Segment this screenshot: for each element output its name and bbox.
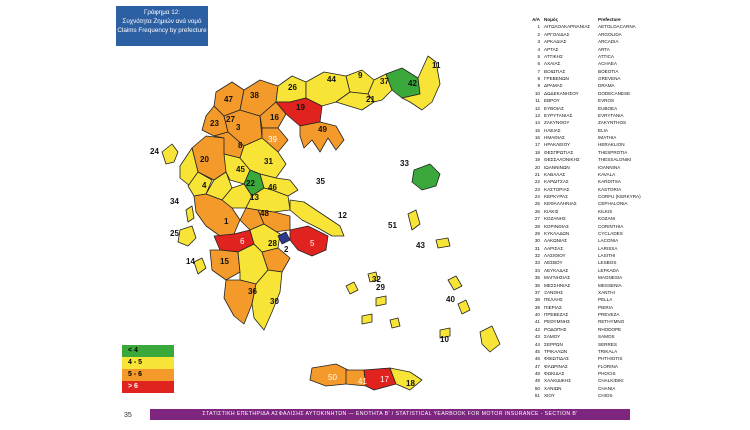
row-greek-name: ΜΕΣΣΗΝΙΑΣ [544, 282, 571, 288]
row-greek-name: ΜΑΓΝΗΣΙΑΣ [544, 275, 571, 281]
map-label: 11 [432, 61, 441, 70]
row-number: 11 [535, 98, 540, 104]
row-greek-name: ΕΒΡΟΥ [544, 98, 560, 104]
table-row [525, 171, 654, 178]
table-row [525, 186, 654, 193]
map-label: 8 [238, 141, 243, 150]
table-row [525, 97, 654, 104]
map-label: 33 [400, 159, 409, 168]
map-label: 26 [288, 83, 297, 92]
map-labels [150, 61, 455, 388]
table-row [525, 149, 654, 156]
header-aa: Α/Α [532, 17, 540, 22]
row-greek-name: ΘΕΣΠΡΩΤΙΑΣ [544, 149, 574, 155]
region-cephalonia [178, 226, 196, 246]
row-number: 31 [534, 245, 540, 251]
map-label: 22 [246, 179, 255, 188]
map-label: 23 [210, 119, 219, 128]
legend-item-lt4: < 4 [122, 345, 174, 357]
row-english-name: EUBOEA [598, 105, 618, 111]
region-samos [436, 238, 450, 248]
row-greek-name: ΛΑΡΙΣΑΣ [544, 245, 564, 251]
row-greek-name: ΦΩΚΙΔΑΣ [544, 371, 565, 376]
row-english-name: TRIKALA [598, 348, 618, 354]
table-row [525, 341, 654, 348]
row-greek-name: ΖΑΚΥΝΘΟΥ [544, 120, 570, 126]
row-number: 32 [534, 253, 540, 258]
table-row [525, 289, 654, 296]
row-greek-name: ΛΑΚΩΝΙΑΣ [544, 238, 568, 244]
row-greek-name: ΠΙΕΡΙΑΣ [544, 304, 562, 310]
row-english-name: ARTA [598, 46, 610, 52]
row-english-name: CEPHALONIA [598, 201, 628, 207]
row-number: 13 [534, 112, 540, 118]
row-greek-name: ΗΛΕΙΑΣ [544, 127, 561, 133]
row-english-name: BOEOTIA [598, 68, 619, 74]
legend-item-4-5: 4 - 5 [122, 357, 174, 369]
row-number: 15 [534, 127, 540, 133]
table-row [525, 193, 654, 200]
row-english-name: EVROS [598, 98, 615, 104]
row-english-name: LACONIA [598, 238, 619, 244]
table-row [525, 60, 654, 67]
row-number: 33 [534, 260, 540, 266]
map-label: 12 [338, 211, 347, 220]
map-label: 34 [170, 197, 179, 206]
row-number: 25 [534, 201, 540, 207]
row-number: 23 [534, 186, 540, 192]
table-row [525, 134, 654, 141]
map-label: 4 [202, 181, 207, 190]
row-english-name: MESSENIA [598, 282, 622, 288]
map-label: 39 [268, 135, 277, 144]
region-corfu [162, 144, 178, 164]
map-label: 9 [358, 71, 363, 80]
row-english-name: MAGNESIA [598, 275, 623, 281]
map-label: 50 [328, 373, 337, 382]
map-label: 30 [270, 297, 279, 306]
table-row [525, 392, 654, 399]
region-zakynthos [194, 258, 206, 274]
row-english-name: CYCLADES [598, 230, 623, 236]
row-number: 27 [534, 216, 540, 222]
row-greek-name: ΦΛΩΡΙΝΑΣ [544, 363, 568, 369]
row-english-name: EVRYTANIA [598, 112, 624, 118]
row-number: 44 [534, 341, 540, 347]
row-english-name: CHIOS [598, 393, 613, 399]
row-number: 18 [534, 149, 540, 155]
table-row [525, 245, 654, 252]
map-label: 46 [268, 183, 277, 192]
row-english-name: PELLA [598, 297, 613, 303]
row-number: 29 [534, 230, 540, 236]
table-row [525, 348, 654, 355]
row-greek-name: ΘΕΣΣΑΛΟΝΙΚΗΣ [544, 157, 580, 163]
map-label: 14 [186, 257, 195, 266]
chart-title-line1: Γράφημα 12: [143, 9, 181, 16]
map-label: 20 [200, 155, 209, 164]
table-row [525, 282, 654, 289]
row-number: 5 [537, 53, 540, 59]
row-number: 19 [534, 157, 540, 163]
row-greek-name: ΗΜΑΘΙΑΣ [544, 135, 565, 140]
row-greek-name: ΚΑΣΤΟΡΙΑΣ [544, 186, 570, 192]
row-english-name: CHALKIDIKI [598, 378, 624, 384]
map-label: 43 [416, 241, 425, 250]
table-row [525, 304, 654, 311]
table-row [525, 156, 654, 163]
row-number: 30 [534, 238, 540, 244]
table-body [525, 23, 654, 399]
header-prefecture: Prefecture [598, 17, 621, 22]
row-english-name: THESSALONIKI [598, 157, 632, 163]
row-greek-name: ΛΕΣΒΟΥ [544, 260, 563, 266]
table-row [525, 377, 654, 384]
row-number: 35 [534, 275, 540, 281]
table-row [525, 31, 654, 38]
table-row [525, 267, 654, 274]
map-label: 10 [440, 335, 449, 344]
row-english-name: SERRES [598, 341, 617, 347]
map-label: 35 [316, 177, 325, 186]
region-dodecanese-2 [458, 300, 470, 314]
map-label: 18 [406, 379, 415, 388]
footer-banner: ΣΤΑΤΙΣΤΙΚΗ ΕΠΕΤΗΡΙΔΑ ΑΣΦΑΛΙΣΗΣ ΑΥΤΟΚΙΝΗΤΩΝ — ΕΝΟΤΗΤΑ Β' / STATISTICAL YEARBOOK FOR MOTOR INSURANCE - SECTION B' [150, 409, 630, 420]
row-english-name: KILKIS [598, 208, 613, 214]
page-number: 35 [124, 412, 132, 419]
map-label: 6 [240, 237, 245, 246]
row-greek-name: ΧΑΛΚΙΔΙΚΗΣ [544, 378, 572, 384]
row-greek-name: ΧΙΟΥ [544, 393, 555, 399]
table-row [525, 164, 654, 171]
row-greek-name: ΣΕΡΡΩΝ [544, 341, 563, 347]
table-row [525, 53, 654, 60]
row-greek-name: ΔΡΑΜΑΣ [544, 83, 563, 89]
row-number: 28 [534, 223, 540, 229]
row-number: 6 [537, 61, 540, 67]
row-greek-name: ΑΡΚΑΔΙΑΣ [544, 39, 567, 45]
row-number: 16 [534, 135, 540, 140]
row-greek-name: ΑΙΤΩΛΟΑΚΑΡΝΑΝΙΑΣ [544, 24, 591, 30]
row-english-name: ARCADIA [598, 39, 619, 45]
table-row [525, 355, 654, 362]
row-greek-name: ΚΑΒΑΛΑΣ [544, 171, 566, 177]
table-row [525, 38, 654, 45]
row-greek-name: ΚΟΖΑΝΗΣ [544, 216, 566, 222]
row-number: 3 [537, 39, 540, 45]
row-english-name: DODECANESE [598, 90, 631, 96]
row-greek-name: ΤΡΙΚΑΛΩΝ [544, 348, 568, 354]
table-row [525, 311, 654, 318]
row-english-name: CORFU (KERKYRA) [598, 194, 641, 199]
map-label: 13 [250, 193, 259, 202]
row-greek-name: ΚΙΛΚΙΣ [544, 208, 559, 214]
chart-title-line3: Claims Frequency by prefecture [117, 27, 207, 34]
legend-item-gt6: > 6 [122, 381, 174, 393]
table-row [525, 370, 654, 377]
table-row [525, 200, 654, 207]
row-number: 8 [537, 76, 540, 81]
row-english-name: KOZANI [598, 216, 616, 222]
table-row [525, 82, 654, 89]
row-number: 2 [537, 31, 540, 37]
region-cyclades-3 [376, 296, 386, 306]
table-row [525, 141, 654, 148]
table-row [525, 178, 654, 185]
row-english-name: CHANIA [598, 385, 616, 391]
row-number: 26 [534, 208, 540, 214]
region-dodecanese [448, 276, 462, 290]
row-number: 39 [534, 304, 540, 310]
table-row [525, 237, 654, 244]
map-label: 38 [250, 91, 259, 100]
row-greek-name: ΡΕΘΥΜΝΗΣ [544, 319, 570, 325]
row-number: 45 [534, 348, 540, 354]
greece-prefecture-map [140, 40, 510, 400]
row-english-name: XANTHI [598, 289, 615, 295]
map-label: 1 [224, 217, 229, 226]
row-greek-name: ΚΕΡΚΥΡΑΣ [544, 194, 568, 199]
table-row [525, 46, 654, 53]
row-english-name: KARDITSA [598, 179, 621, 185]
row-number: 48 [534, 371, 540, 376]
map-label: 19 [296, 103, 305, 112]
row-greek-name: ΚΥΚΛΑΔΩΝ [544, 230, 570, 236]
row-english-name: PHTHIOTIS [598, 356, 623, 362]
row-greek-name: ΑΧΑΙΑΣ [544, 61, 561, 67]
table-header [525, 16, 654, 23]
row-greek-name: ΞΑΝΘΗΣ [544, 289, 564, 295]
row-number: 14 [534, 120, 540, 126]
region-cyclades [346, 282, 358, 294]
table-row [525, 363, 654, 370]
chart-title-line2: Συχνότητα Ζημιών ανά νομό [122, 18, 202, 25]
row-number: 7 [537, 68, 540, 74]
row-greek-name: ΑΡΓΟΛΙΔΑΣ [544, 31, 570, 37]
row-number: 43 [534, 334, 540, 340]
map-label: 21 [366, 95, 375, 104]
row-number: 51 [534, 393, 540, 399]
row-number: 42 [534, 326, 540, 332]
row-number: 46 [534, 356, 540, 362]
row-english-name: IMATHIA [598, 135, 617, 140]
legend-item-5-6: 5 - 6 [122, 369, 174, 381]
row-number: 24 [534, 194, 540, 199]
map-label: 41 [358, 377, 367, 386]
table-row [525, 112, 654, 119]
row-english-name: CORINTHIA [598, 223, 624, 229]
row-greek-name: ΑΤΤΙΚΗΣ [544, 53, 563, 59]
prefecture-table [525, 16, 654, 400]
row-number: 40 [534, 312, 540, 317]
row-english-name: LESBOS [598, 260, 617, 266]
map-label: 28 [268, 239, 277, 248]
region-chios [408, 210, 420, 230]
row-english-name: AETOLOACARNA [598, 24, 636, 30]
map-label: 36 [248, 287, 257, 296]
row-greek-name: ΠΡΕΒΕΖΑΣ [544, 312, 569, 317]
map-label: 51 [388, 221, 397, 230]
row-english-name: KASTORIA [598, 186, 622, 192]
row-number: 10 [534, 90, 540, 96]
row-greek-name: ΛΕΥΚΑΔΑΣ [544, 267, 569, 273]
row-greek-name: ΕΥΡΥΤΑΝΙΑΣ [544, 112, 573, 118]
row-greek-name: ΣΑΜΟΥ [544, 334, 561, 340]
region-cyclades-4 [362, 314, 372, 324]
table-row [525, 318, 654, 325]
row-greek-name: ΡΟΔΟΠΗΣ [544, 326, 567, 332]
row-english-name: ATTICA [598, 53, 614, 59]
map-label: 17 [380, 375, 389, 384]
row-english-name: PIERIA [598, 304, 614, 310]
table-row [525, 68, 654, 75]
row-number: 22 [534, 179, 540, 185]
map-label: 49 [318, 125, 327, 134]
row-number: 50 [534, 385, 540, 391]
row-english-name: KAVALA [598, 171, 616, 177]
map-label: 25 [170, 229, 179, 238]
map-label: 42 [408, 79, 417, 88]
region-lesbos [412, 164, 440, 190]
row-english-name: ARGOLIDA [598, 31, 622, 37]
row-greek-name: ΚΕΦΑΛΛΗΝΙΑΣ [544, 201, 577, 207]
row-english-name: RHODOPE [598, 326, 622, 332]
map-label: 27 [226, 115, 235, 124]
region-lefkada [186, 206, 194, 222]
map-label: 44 [327, 75, 336, 84]
row-number: 12 [534, 105, 540, 111]
table-row [525, 230, 654, 237]
row-number: 37 [534, 289, 540, 295]
row-greek-name: ΙΩΑΝΝΙΝΩΝ [544, 164, 570, 170]
row-english-name: PHOCIS [598, 371, 616, 376]
row-greek-name: ΧΑΝΙΩΝ [544, 385, 562, 391]
row-english-name: DRAMA [598, 83, 615, 89]
map-label: 29 [376, 283, 385, 292]
table-row [525, 274, 654, 281]
map-label: 40 [446, 295, 455, 304]
map-label: 45 [236, 165, 245, 174]
table-row [525, 326, 654, 333]
row-number: 1 [537, 24, 540, 30]
row-english-name: LEFKADA [598, 267, 619, 273]
table-row [525, 208, 654, 215]
row-greek-name: ΑΡΤΑΣ [544, 46, 559, 52]
map-label: 31 [264, 157, 273, 166]
row-greek-name: ΕΥΒΟΙΑΣ [544, 105, 564, 111]
row-english-name: GREVENA [598, 76, 621, 81]
row-greek-name: ΚΟΡΙΝΘΙΑΣ [544, 223, 569, 229]
row-number: 41 [534, 319, 540, 325]
row-number: 34 [534, 267, 540, 273]
row-greek-name: ΔΩΔΕΚΑΝΗΣΟΥ [544, 90, 579, 96]
row-number: 21 [534, 171, 540, 177]
region-cyclades-5 [390, 318, 400, 328]
row-english-name: LASITHI [598, 253, 616, 258]
row-english-name: THESPROTIA [598, 149, 628, 155]
table-row [525, 75, 654, 82]
row-number: 17 [534, 142, 540, 148]
row-greek-name: ΒΟΙΩΤΙΑΣ [544, 68, 566, 74]
table-row [525, 127, 654, 134]
table-row [525, 119, 654, 126]
legend [122, 345, 174, 393]
row-english-name: RETHYMNO [598, 319, 625, 325]
table-row [525, 333, 654, 340]
row-english-name: ELIA [598, 127, 608, 133]
row-greek-name: ΓΡΕΒΕΝΩΝ [544, 76, 569, 81]
map-label: 5 [310, 239, 315, 248]
region-dodecanese-3 [480, 326, 500, 352]
map-label: 16 [270, 113, 279, 122]
row-number: 20 [534, 164, 540, 170]
row-english-name: IOANNINA [598, 164, 621, 170]
row-number: 47 [534, 363, 540, 369]
table-row [525, 223, 654, 230]
table-row [525, 296, 654, 303]
table-row [525, 90, 654, 97]
row-english-name: LARISSA [598, 245, 618, 251]
row-greek-name: ΚΑΡΔΙΤΣΑΣ [544, 179, 569, 185]
map-label: 24 [150, 147, 159, 156]
row-english-name: FLORINA [598, 363, 618, 369]
row-english-name: HERAKLION [598, 142, 625, 148]
row-english-name: ACHAEA [598, 61, 617, 67]
table-row [525, 252, 654, 259]
map-label: 2 [284, 245, 289, 254]
table-row [525, 385, 654, 392]
row-number: 36 [534, 282, 540, 288]
row-english-name: PREVEZA [598, 312, 620, 317]
row-greek-name: ΠΕΛΛΗΣ [544, 297, 563, 303]
row-number: 49 [534, 378, 540, 384]
row-greek-name: ΦΘΙΩΤΙΔΑΣ [544, 356, 570, 362]
row-number: 38 [534, 297, 540, 303]
map-label: 32 [372, 275, 381, 284]
header-nomos: Νομός [544, 17, 559, 22]
table-row [525, 23, 654, 30]
row-english-name: ZAKYNTHOS [598, 120, 627, 126]
row-english-name: SAMOS [598, 334, 615, 340]
row-greek-name: ΛΑΣΙΘΙΟΥ [544, 253, 566, 258]
row-greek-name: ΗΡΑΚΛΕΙΟΥ [544, 142, 571, 148]
row-number: 9 [537, 83, 540, 89]
map-label: 3 [236, 123, 241, 132]
table-row [525, 259, 654, 266]
map-label: 48 [260, 209, 269, 218]
row-number: 4 [537, 46, 540, 52]
map-label: 47 [224, 95, 233, 104]
table-row [525, 105, 654, 112]
map-label: 37 [380, 77, 389, 86]
map-label: 15 [220, 257, 229, 266]
table-row [525, 215, 654, 222]
